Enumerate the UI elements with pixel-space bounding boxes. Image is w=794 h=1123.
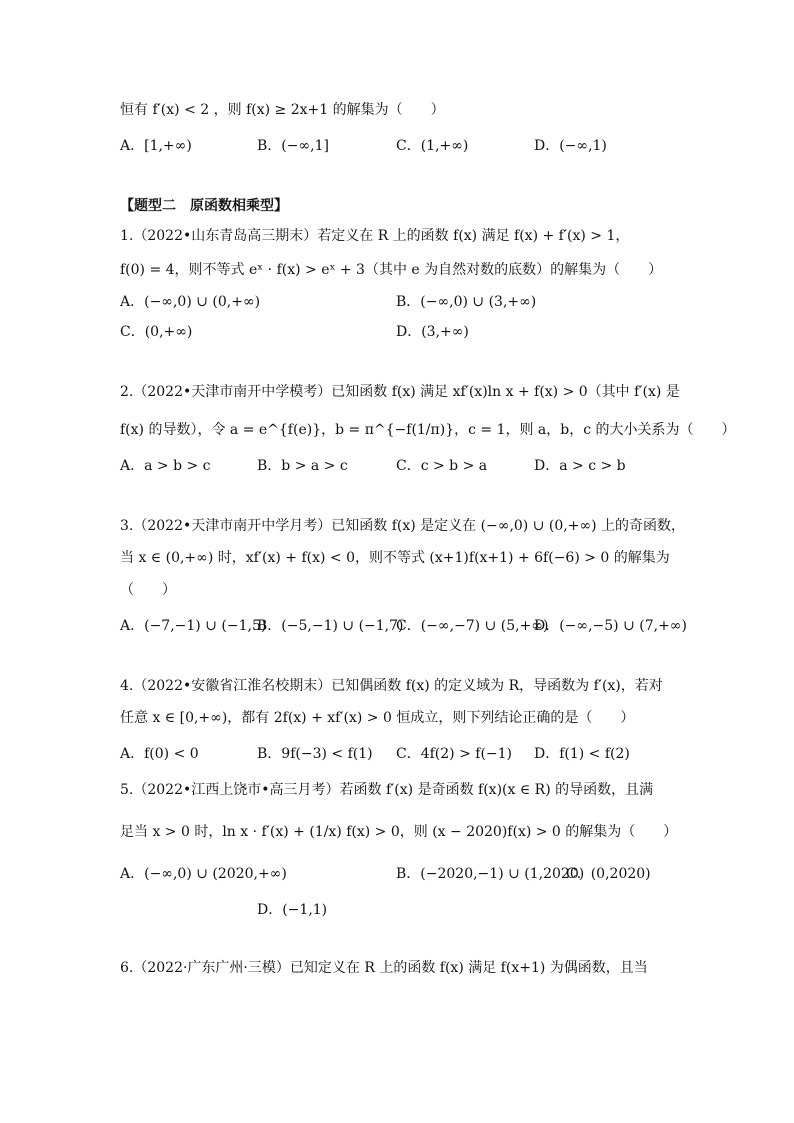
question-2-option-c: C．c > b > a <box>396 458 488 474</box>
question-5-line-2: 足当 x > 0 时，ln x · f′(x) + (1/x) f(x) > 0，则 (x − 2020)f(x) > 0 的解集为（ ） <box>120 824 678 840</box>
question-1-option-d: D．(3,+∞) <box>396 324 469 340</box>
question-4-option-d: D．f(1) < f(2) <box>534 746 630 762</box>
question-3-option-d: D．(−∞,−5) ∪ (7,+∞) <box>534 618 687 634</box>
question-5-line-1: 5.（2022•江西上饶市•高三月考）若函数 f′(x) 是奇函数 f(x)(x ∈ R) 的导函数，且满 <box>120 782 654 798</box>
question-3-line-3: （ ） <box>120 582 176 598</box>
question-0-option-b: B．(−∞,1] <box>257 138 329 154</box>
question-3-line-2: 当 x ∈ (0,+∞) 时，xf′(x) + f(x) < 0，则不等式 (x+1)f(x+1) + 6f(−6) > 0 的解集为 <box>120 550 670 566</box>
question-4-line-1: 4.（2022•安徽省江淮名校期末）已知偶函数 f(x) 的定义域为 R，导函数为 f′(x)，若对 <box>120 678 663 694</box>
question-5-option-a: A．(−∞,0) ∪ (2020,+∞) <box>120 866 287 882</box>
question-2-line-2: f(x) 的导数），令 a = e^{f(e)}，b = π^{−f(1/π)}，c = 1，则 a，b，c 的大小关系为（ ） <box>120 422 736 438</box>
question-6-line-1: 6.（2022·广东广州·三模）已知定义在 R 上的函数 f(x) 满足 f(x+1) 为偶函数，且当 <box>120 960 648 976</box>
question-2-option-b: B．b > a > c <box>257 458 348 474</box>
question-2-line-1: 2.（2022•天津市南开中学模考）已知函数 f(x) 满足 xf′(x)ln x + f(x) > 0（其中 f′(x) 是 <box>120 384 680 400</box>
question-1-line-2: f(0) = 4，则不等式 eˣ · f(x) > eˣ + 3（其中 e 为自然对数的底数）的解集为（ ） <box>120 262 663 278</box>
question-2-option-d: D．a > c > b <box>534 458 626 474</box>
question-1-option-c: C．(0,+∞) <box>120 324 193 340</box>
question-3-line-1: 3.（2022•天津市南开中学月考）已知函数 f(x) 是定义在 (−∞,0) ∪ (0,+∞) 上的奇函数， <box>120 518 686 534</box>
question-4-line-2: 任意 x ∈ [0,+∞)，都有 2f(x) + xf′(x) > 0 恒成立，则下列结论正确的是（ ） <box>120 710 635 726</box>
question-4-option-a: A．f(0) < 0 <box>120 746 199 762</box>
question-3-option-c: C．(−∞,−7) ∪ (5,+∞) <box>396 618 549 634</box>
question-5-option-c: C．(0,2020) <box>566 866 651 882</box>
question-1-option-b: B．(−∞,0) ∪ (3,+∞) <box>396 294 537 310</box>
question-3-option-a: A．(−7,−1) ∪ (−1,5) <box>120 618 267 634</box>
question-0-stem: 恒有 f′(x) < 2 ，则 f(x) ≥ 2x+1 的解集为（ ） <box>120 102 445 118</box>
question-5-option-b: B．(−2020,−1) ∪ (1,2020) <box>396 866 585 882</box>
question-4-option-b: B．9f(−3) < f(1) <box>257 746 373 762</box>
question-2-option-a: A．a > b > c <box>120 458 211 474</box>
question-5-option-d: D．(−1,1) <box>257 902 328 918</box>
question-3-option-b: B．(−5,−1) ∪ (−1,7) <box>257 618 404 634</box>
question-4-option-c: C．4f(2) > f(−1) <box>396 746 513 762</box>
question-0-option-a: A．[1,+∞) <box>120 138 192 154</box>
question-1-option-a: A．(−∞,0) ∪ (0,+∞) <box>120 294 261 310</box>
question-0-option-c: C．(1,+∞) <box>396 138 469 154</box>
question-1-line-1: 1.（2022•山东青岛高三期末）若定义在 R 上的函数 f(x) 满足 f(x) + f′(x) > 1， <box>120 228 630 244</box>
section-title: 【题型二 原函数相乘型】 <box>120 198 288 214</box>
question-0-option-d: D．(−∞,1) <box>534 138 607 154</box>
